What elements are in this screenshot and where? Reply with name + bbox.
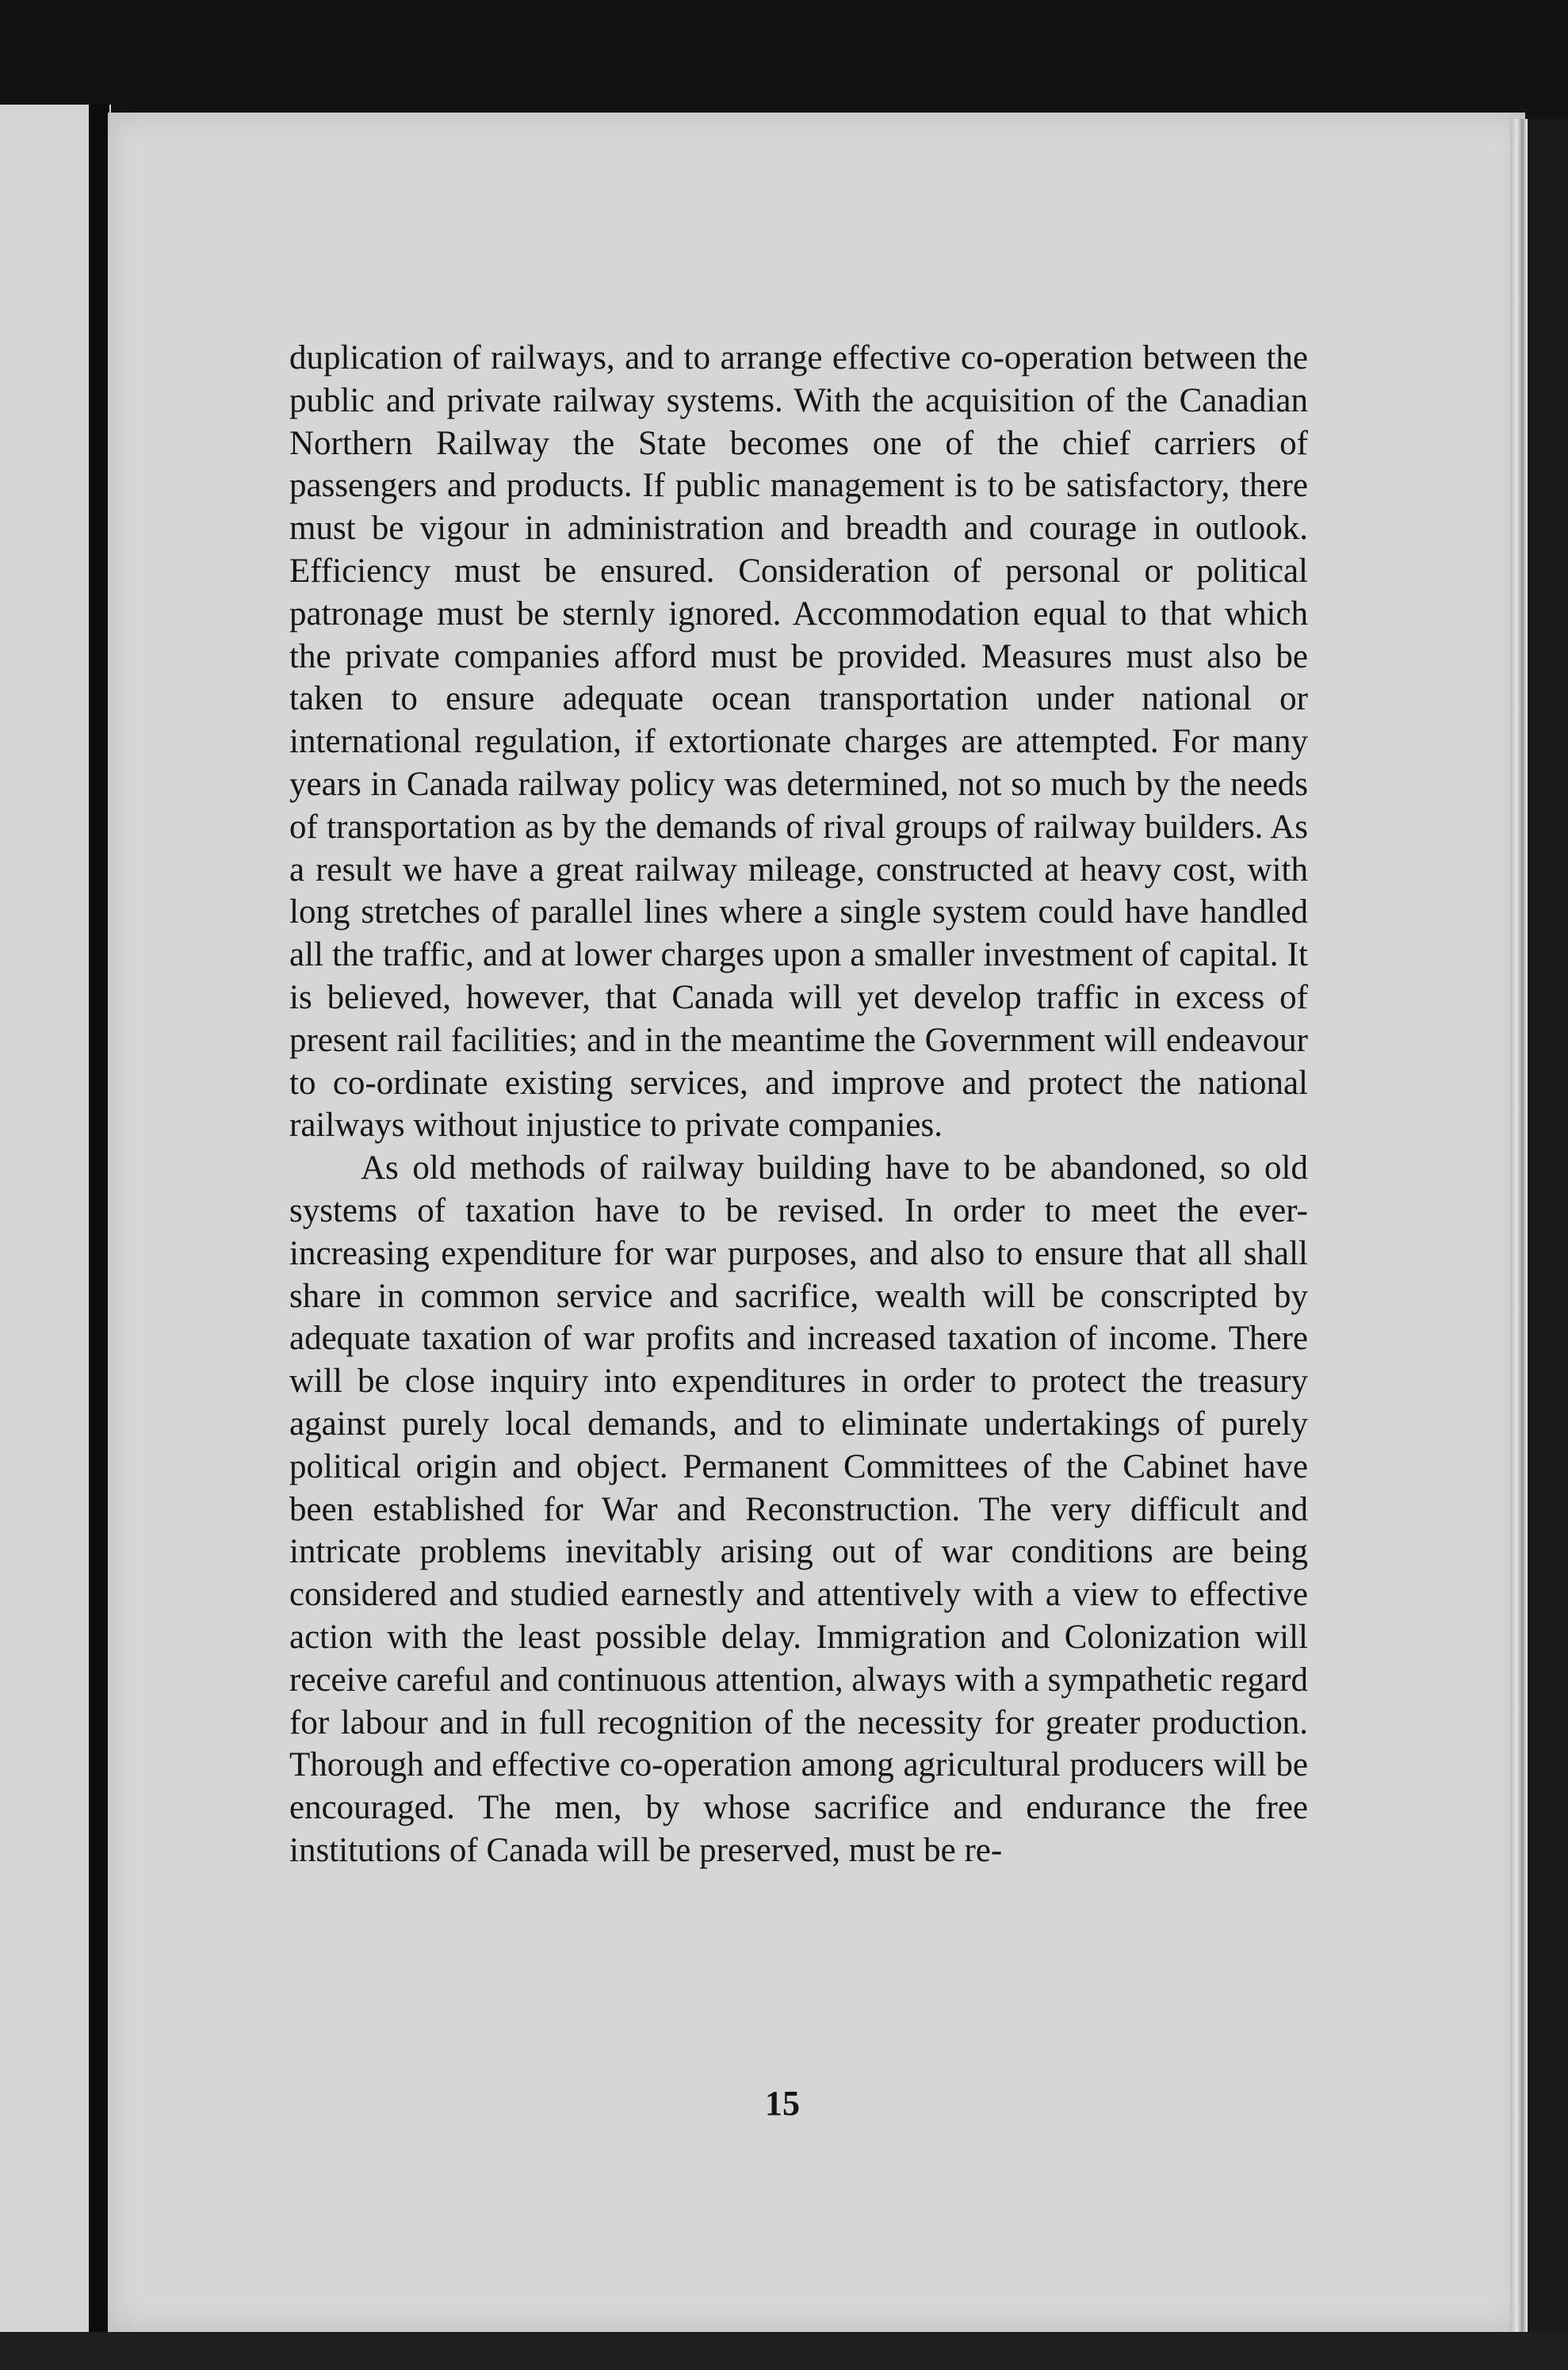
page-number: 15 [765, 2084, 800, 2123]
scan-right-border [1528, 119, 1568, 2370]
paragraph-taxation: As old methods of railway building have to be abandoned, so old systems of taxation have to be revised. In order to meet the ever-increasing expenditure for war purposes, and also to ensure that all shall share in common service and sacrifice, wealth will be conscripted by adequate taxation of war profits and increased taxation of income. There will be close inquiry into expenditures in order to protect the treasury against purely local demands, and to eliminate undertakings of purely political origin and object. Permanent Committees of the Cabinet have been established for War and Reconstruction. The very difficult and intricate problems inevitably arising out of war conditions are being considered and studied earnestly and attentively with a view to effective action with the least possible delay. Immigration and Colonization will receive careful and continuous attention, always with a sympathetic regard for labour and in full recognition of the necessity for greater production. Thorough and effective co-operation among agricultural producers will be encouraged. The men, by whose sacrifice and endurance the free institutions of Canada will be preserved, must be re- [289, 1149, 1308, 1869]
book-gutter [89, 105, 109, 2370]
page-stack-edge [1510, 119, 1528, 2338]
body-text [289, 337, 1308, 1872]
paragraph-continuation: duplication of railways, and to arrange effective co-operation between the public and private railway systems. With the acquisition of the Canadian Northern Railway the State becomes one of the chief carriers of passengers and products. If public management is to be satisfactory, there must be vigour in administration and breadth and courage in outlook. Efficiency must be ensured. Consideration of personal or political patronage must be sternly ignored. Accommodation equal to that which the private companies afford must be provided. Measures must also be taken to ensure adequate ocean transportation under national or international regulation, if extortionate charges are attempted. For many years in Canada railway policy was determined, not so much by the needs of transportation as by the demands of rival groups of railway builders. As a result we have a great railway mileage, constructed at heavy cost, with long stretches of parallel lines where a single system could have handled all the traffic, and at lower charges upon a smaller investment of capital. It is believed, however, that Canada will yet develop traffic in excess of present rail facilities; and in the meantime the Government will endeavour to co-ordinate existing services, and improve and protect the national railways without injustice to private companies. [289, 339, 1308, 1145]
scan-bottom-border [0, 2332, 1568, 2370]
scan-top-border [0, 0, 1568, 119]
